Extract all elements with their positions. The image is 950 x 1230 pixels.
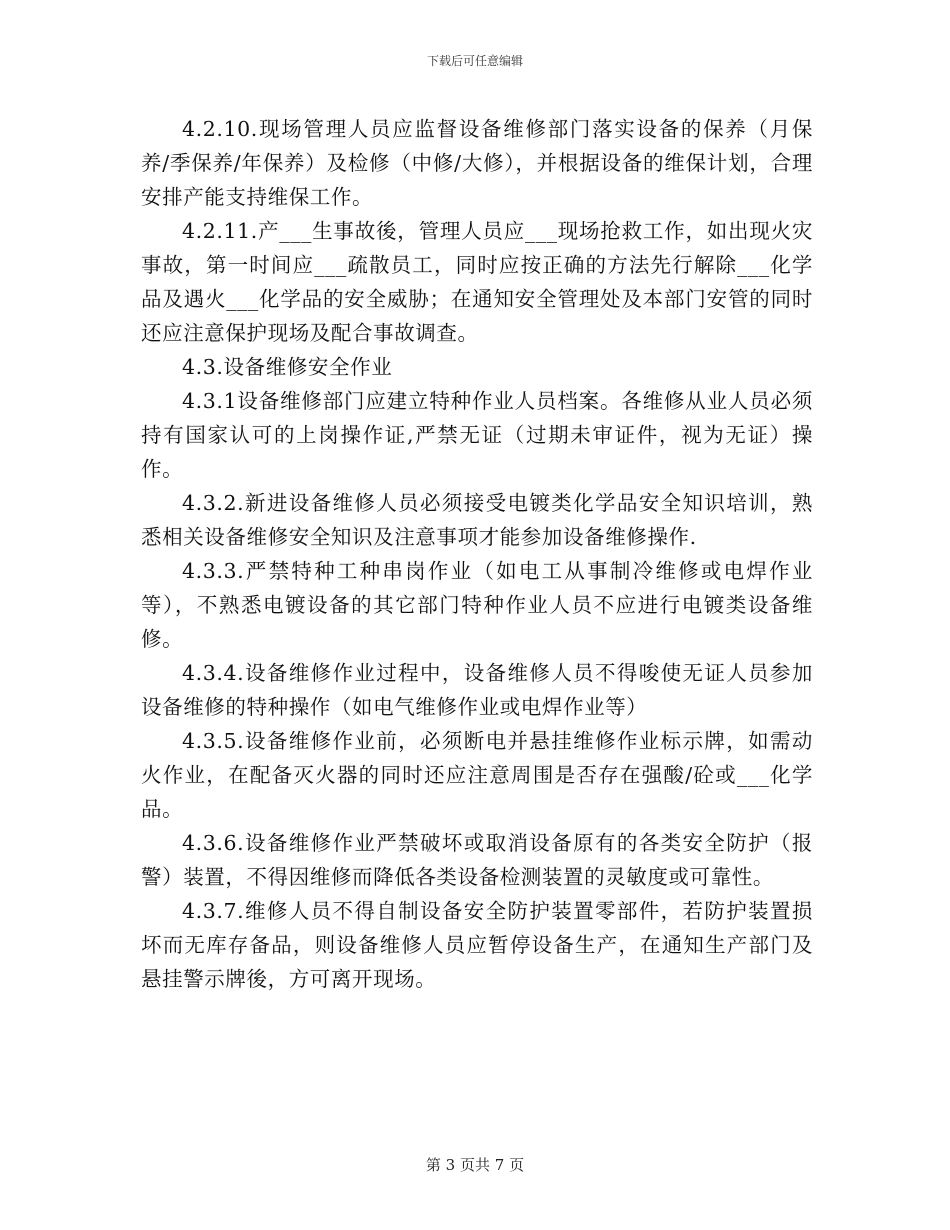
paragraph-4-3-7: 4.3.7.维修人员不得自制设备安全防护装置零部件，若防护装置损坏而无库存备品，则设备维修人员应暂停设备生产，在通知生产部门及悬挂警示牌後，方可离开现场。 [141,899,813,991]
paragraph-4-3-4: 4.3.4.设备维修作业过程中，设备维修人员不得唆使无证人员参加设备维修的特种操作（如电气维修作业或电焊作业等） [141,661,813,719]
section-heading-4-3: 4.3.设备维修安全作业 [182,355,393,379]
paragraph-4-3-2: 4.3.2.新进设备维修人员必须接受电镀类化学品安全知识培训，熟悉相关设备维修安全知识及注意事项才能参加设备维修操作. [141,491,813,549]
paragraph-4-2-11: 4.2.11.产___生事故後，管理人员应___现场抢救工作，如出现火灾事故，第一时间应___疏散员工，同时应按正确的方法先行解除___化学品及遇火___化学品的安全威胁；在通知安全管理处及本部门安管的同时还应注意保护现场及配合事故调查。 [141,219,813,345]
page-number: 第 3 页共 7 页 [425,1156,525,1174]
page-header-note: 下载后可任意编辑 [426,54,523,68]
paragraph-4-3-6: 4.3.6.设备维修作业严禁破坏或取消设备原有的各类安全防护（报警）装置，不得因维修而降低各类设备检测装置的灵敏度或可靠性。 [141,831,813,889]
paragraph-4-3-5: 4.3.5.设备维修作业前，必须断电并悬挂维修作业标示牌，如需动火作业，在配备灭火器的同时还应注意周围是否存在强酸/砼或___化学品。 [141,729,813,821]
document-body [141,112,813,996]
paragraph-4-3-3: 4.3.3.严禁特种工种串岗作业（如电工从事制冷维修或电焊作业等），不熟悉电镀设备的其它部门特种作业人员不应进行电镀类设备维修。 [141,559,813,651]
paragraph-4-2-10: 4.2.10.现场管理人员应监督设备维修部门落实设备的保养（月保养/季保养/年保养）及检修（中修/大修），并根据设备的维保计划，合理安排产能支持维保工作。 [141,117,813,209]
paragraph-4-3-1: 4.3.1设备维修部门应建立特种作业人员档案。各维修从业人员必须持有国家认可的上岗操作证,严禁无证（过期未审证件，视为无证）操作。 [141,389,813,481]
